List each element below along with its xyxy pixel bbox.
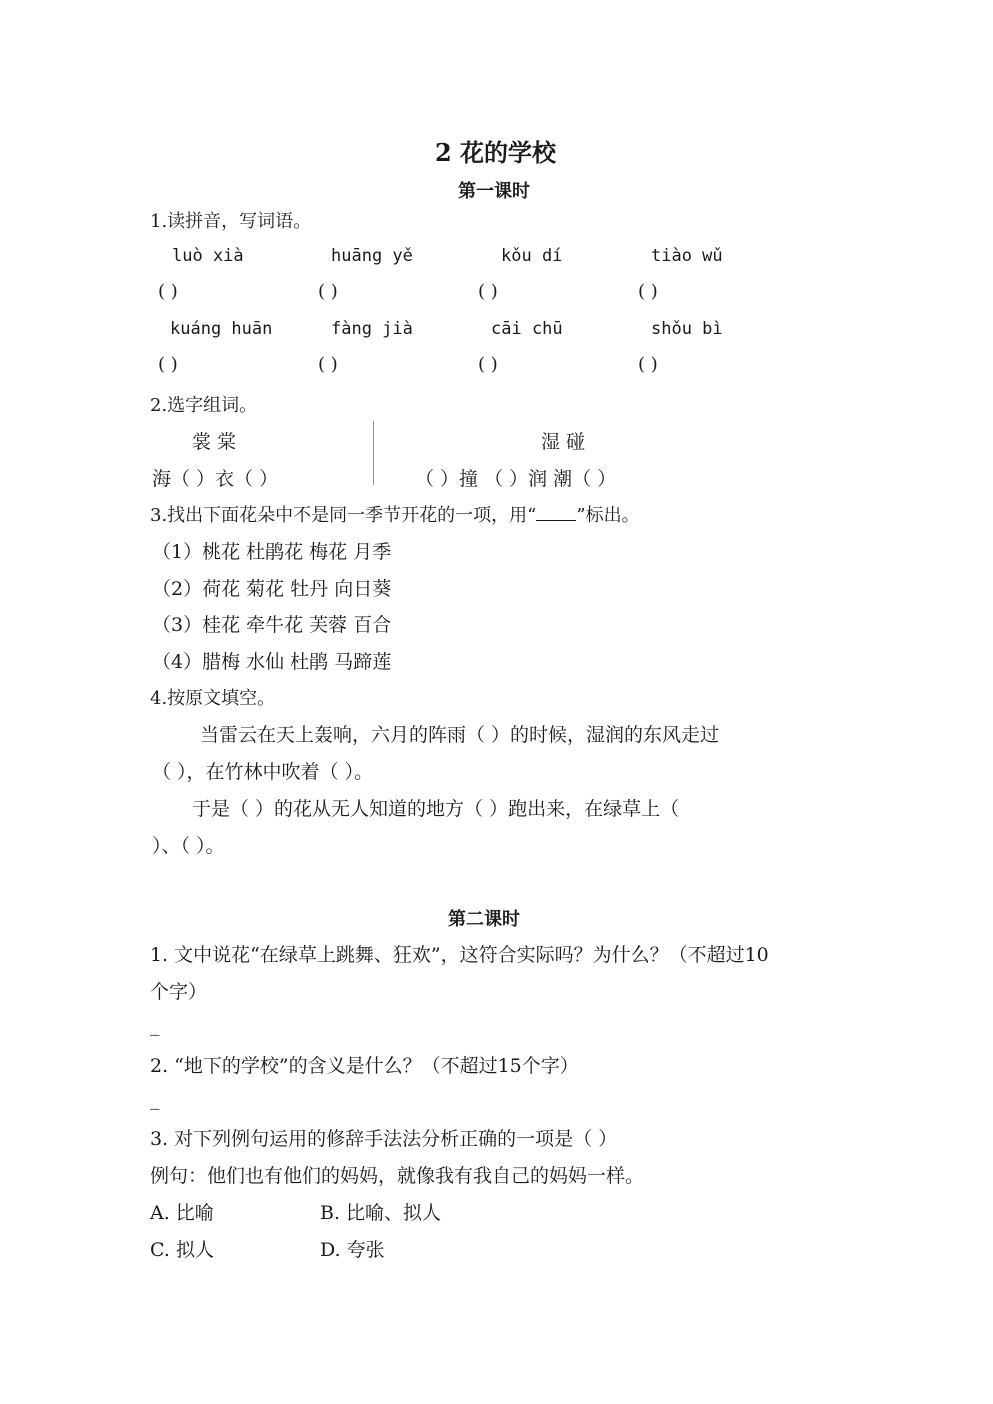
q2-left-chars: 裳 棠 [192, 431, 237, 453]
q3-item-4: （4）腊梅 水仙 杜鹃 马蹄莲 [152, 651, 392, 673]
option-d[interactable]: D. 夸张 [320, 1239, 385, 1261]
pinyin-5: kuáng huān [170, 319, 273, 339]
q4-line-1[interactable]: 当雷云在天上轰响，六月的阵雨（ ）的时候，湿润的东风走过 [200, 724, 720, 746]
l2-q2: 2. “地下的学校”的含义是什么？（不超过15个字） [150, 1055, 579, 1077]
q4-line-3[interactable]: 于是（ ）的花从无人知道的地方（ ）跑出来，在绿草上（ [192, 798, 680, 820]
answer-line[interactable]: _ [150, 1088, 160, 1110]
answer-blank[interactable]: ( ) [158, 281, 178, 302]
l2-q3: 3. 对下列例句运用的修辞手法法分析正确的一项是（ ） [150, 1128, 618, 1150]
q3-title-pre: 3.找出下面花朵中不是同一季节开花的一项，用“ [150, 505, 537, 526]
answer-blank[interactable]: ( ) [638, 281, 658, 302]
pinyin-8: shǒu bì [651, 319, 723, 339]
q4-line-4[interactable]: ）、（ ）。 [152, 835, 225, 857]
l2-q1-line-1: 1. 文中说花“在绿草上跳舞、狂欢”，这符合实际吗？为什么？（不超过10 [150, 944, 769, 966]
q2-title: 2.选字组词。 [150, 395, 258, 416]
answer-line[interactable]: _ [150, 1014, 160, 1036]
pinyin-6: fàng jià [331, 319, 413, 339]
l2-q1-line-2: 个字） [150, 981, 208, 1003]
page-title: 2 花的学校 [435, 138, 557, 167]
q1-title: 1.读拼音，写词语。 [150, 211, 312, 232]
l2-example: 例句：他们也有他们的妈妈，就像我有我自己的妈妈一样。 [150, 1165, 645, 1187]
q3-item-3: （3）桂花 牵牛花 芙蓉 百合 [152, 614, 392, 636]
answer-blank[interactable]: ( ) [318, 281, 338, 302]
option-b[interactable]: B. 比喻、拟人 [320, 1202, 442, 1224]
answer-blank[interactable]: ( ) [318, 354, 338, 375]
answer-blank[interactable]: ( ) [478, 354, 498, 375]
pinyin-7: cāi chū [491, 319, 563, 339]
option-c[interactable]: C. 拟人 [150, 1239, 214, 1261]
pinyin-3: kǒu dí [501, 246, 563, 266]
answer-blank[interactable]: ( ) [638, 354, 658, 375]
q3-title [150, 501, 640, 527]
lesson-1-heading: 第一课时 [458, 181, 530, 202]
pinyin-4: tiào wǔ [651, 246, 723, 266]
q2-left-words[interactable]: 海（ ）衣（ ） [152, 468, 279, 490]
pinyin-2: huāng yě [331, 246, 413, 266]
underline-mark [536, 506, 576, 521]
option-a[interactable]: A. 比喻 [150, 1202, 214, 1224]
lesson-2-heading: 第二课时 [448, 909, 520, 930]
column-divider [373, 421, 374, 485]
q4-line-2[interactable]: （ ），在竹林中吹着（ ）。 [152, 761, 374, 783]
pinyin-1: luò xià [172, 246, 244, 266]
q3-title-post: ”标出。 [576, 505, 640, 526]
q2-right-chars: 湿 碰 [541, 431, 586, 453]
answer-blank[interactable]: ( ) [478, 281, 498, 302]
q4-title: 4.按原文填空。 [150, 688, 276, 709]
q2-right-words[interactable]: （ ）撞 （ ）润 潮（ ） [415, 468, 617, 490]
q3-item-1: （1）桃花 杜鹃花 梅花 月季 [152, 541, 392, 563]
answer-blank[interactable]: ( ) [158, 354, 178, 375]
q3-item-2: （2）荷花 菊花 牡丹 向日葵 [152, 578, 392, 600]
